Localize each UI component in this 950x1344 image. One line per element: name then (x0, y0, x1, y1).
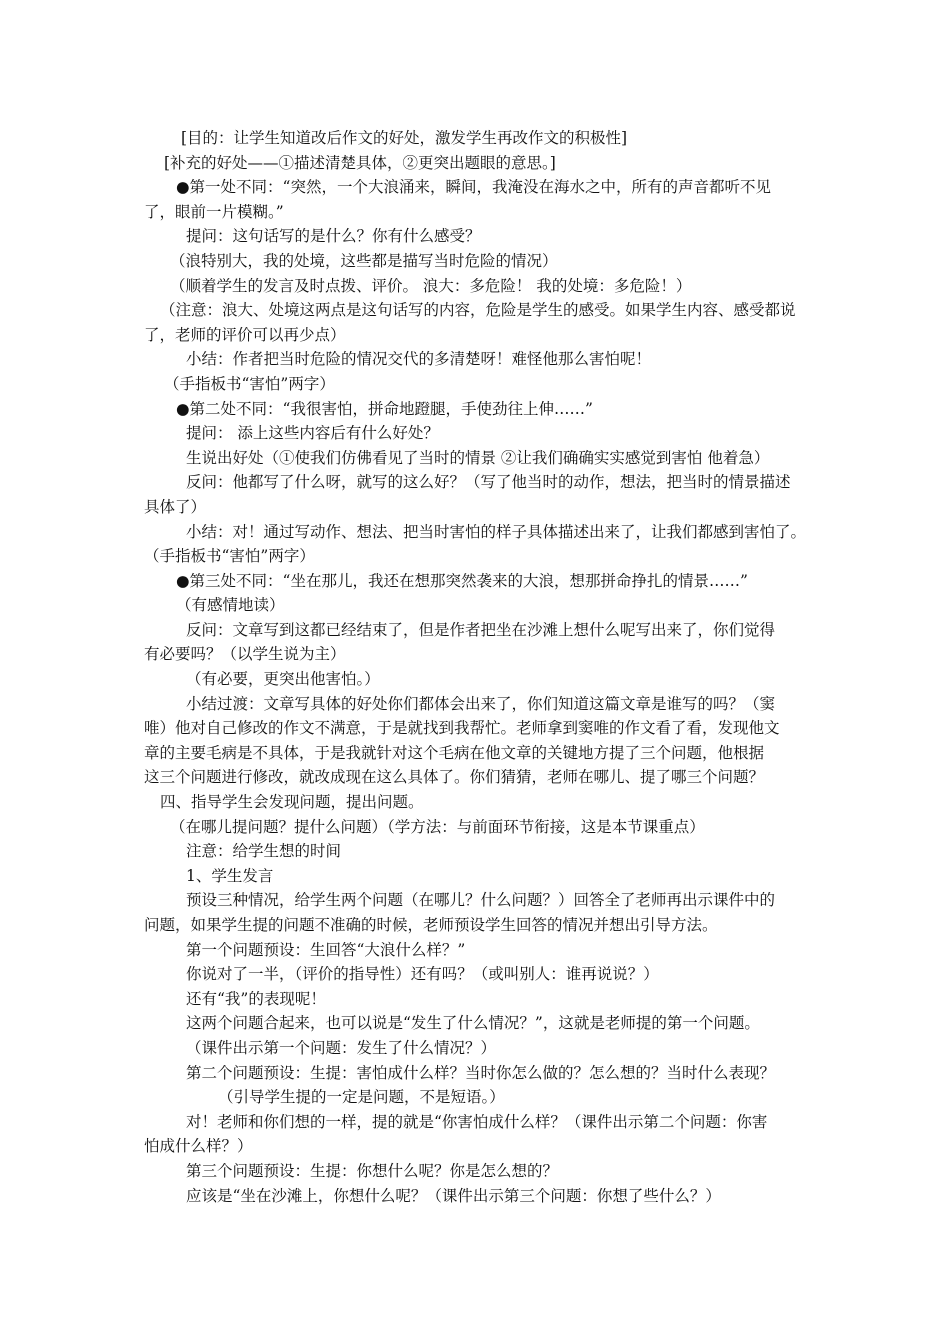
text-line: 第二个问题预设：生提：害怕成什么样？当时你怎么做的？怎么想的？当时什么表现？ (186, 1063, 776, 1082)
text-line: 第三个问题预设：生提：你想什么呢？你是怎么想的？ (186, 1161, 559, 1180)
text-line: （课件出示第一个问题：发生了什么情况？） (186, 1038, 497, 1057)
text-line: 应该是“坐在沙滩上，你想什么呢？（课件出示第三个问题：你想了些什么？） (186, 1186, 721, 1205)
supplement-line: [补充的好处——①描述清楚具体，②更突出题眼的意思。] (164, 153, 556, 172)
text-line: 具体了） (144, 497, 207, 516)
text-line: （在哪儿提问题？提什么问题）（学方法：与前面环节衔接，这是本节课重点） (170, 817, 705, 836)
text-line: 唯）他对自己修改的作文不满意，于是就找到我帮忙。老师拿到窦唯的作文看了看，发现他文 (144, 719, 780, 738)
text-line: 你说对了一半，（评价的指导性）还有吗？（或叫别人：谁再说说？） (186, 965, 659, 984)
transition-line: 小结过渡：文章写具体的好处你们都体会出来了，你们知道这篇文章是谁写的吗？（窦 (186, 694, 776, 713)
section-heading: 四、指导学生会发现问题，提出问题。 (160, 793, 424, 812)
text-line: 预设三种情况，给学生两个问题（在哪儿？什么问题？）回答全了老师再出示课件中的 (186, 891, 776, 910)
text-line: 问题，如果学生提的问题不准确的时候，老师预设学生回答的情况并想出引导方法。 (144, 916, 718, 934)
text-line: （手指板书“害怕”两字） (164, 374, 335, 393)
text-line: 有必要吗？（以学生说为主） (144, 645, 346, 664)
text-line: 章的主要毛病是不具体，于是我就针对这个毛病在他文章的关键地方提了三个问题，他根据 (144, 743, 765, 762)
first-difference: ●第一处不同：“突然，一个大浪涌来，瞬间，我淹没在海水之中，所有的声音都听不见 (176, 178, 771, 197)
note-line: 注意：给学生想的时间 (186, 842, 342, 861)
question-line: 提问： 添上这些内容后有什么好处？ (186, 424, 439, 443)
summary-line: 小结：作者把当时危险的情况交代的多清楚呀！难怪他那么害怕呢！ (186, 350, 652, 369)
text-line: 这三个问题进行修改，就改成现在这么具体了。你们猜猜，老师在哪儿、提了哪三个问题？ (144, 768, 765, 787)
second-difference: ●第二处不同：“我很害怕，拼命地蹬腿，手使劲往上伸……” (176, 399, 593, 418)
text-line: （顺着学生的发言及时点拨、评价。 浪大：多危险！ 我的处境：多危险！） (170, 276, 692, 295)
question-line: 提问：这句话写的是什么？你有什么感受？ (186, 227, 481, 246)
text-line: 这两个问题合起来，也可以说是“发生了什么情况？”，这就是老师提的第一个问题。 (186, 1014, 760, 1033)
text-line: （引导学生提的一定是问题，不是短语。） (218, 1088, 505, 1107)
text-line: （手指板书“害怕”两字） (144, 547, 315, 566)
text-line: 还有“我”的表现呢！ (186, 989, 326, 1008)
text-line: 怕成什么样？） (144, 1137, 253, 1156)
text-line: 反问：他都写了什么呀，就写的这么好？（写了他当时的动作，想法，把当时的情景描述 (186, 473, 791, 492)
summary-line: 小结：对！通过写动作、想法、把当时害怕的样子具体描述出来了，让我们都感到害怕了。 (186, 522, 807, 541)
text-line: 1、学生发言 (186, 866, 274, 885)
third-difference: ●第三处不同：“坐在那儿，我还在想那突然袭来的大浪，想那拼命挣扎的情景……” (176, 571, 748, 590)
objective-line: [目的：让学生知道改后作文的好处，激发学生再改作文的积极性] (181, 129, 628, 147)
text-line: （浪特别大，我的处境，这些都是描写当时危险的情况） (170, 251, 558, 270)
text-line: 第一个问题预设：生回答“大浪什么样？” (186, 940, 466, 959)
note-line: （注意：浪大、处境这两点是这句话写的内容，危险是学生的感受。如果学生内容、感受都说 (160, 301, 796, 320)
text-line: 了，老师的评价可以再少点） (144, 325, 346, 344)
text-line: （有必要，更突出他害怕。） (186, 670, 380, 689)
text-line: 对！老师和你们想的一样，提的就是“你害怕成什么样？（课件出示第二个问题：你害 (186, 1112, 768, 1131)
text-line: （有感情地读） (176, 596, 285, 615)
text-line: 生说出好处（①使我们仿佛看见了当时的情景 ②让我们确确实实感觉到害怕 他着急） (186, 448, 770, 467)
text-line: 了，眼前一片模糊。” (144, 202, 284, 221)
text-line: 反问：文章写到这都已经结束了，但是作者把坐在沙滩上想什么呢写出来了，你们觉得 (186, 620, 776, 639)
